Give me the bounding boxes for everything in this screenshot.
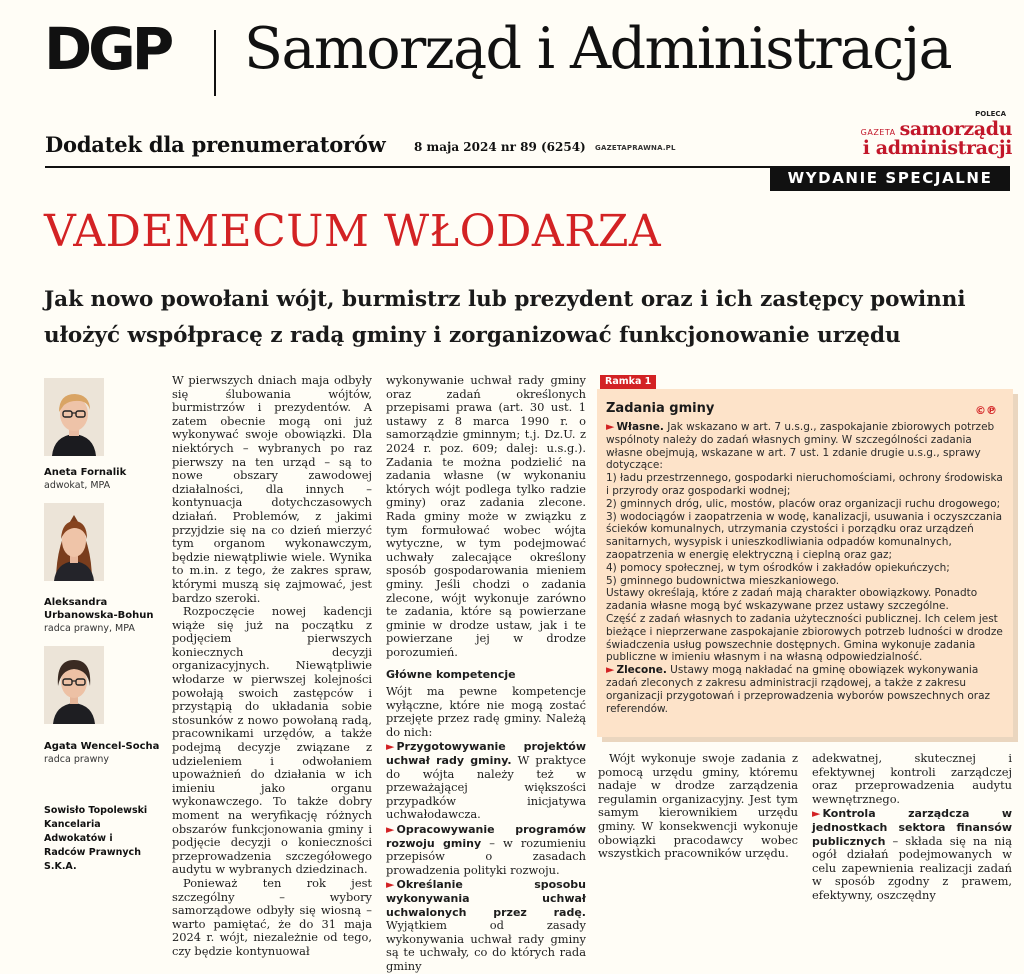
article-column-2 [386,373,586,973]
paragraph: Wójt ma pewne kompetencje wyłączne, które nie mogą zostać przejęte przez radę gminy. Należą do nich: [386,684,586,739]
website-link[interactable]: GAZETAPRAWNA.PL [595,144,676,152]
author-name-3: Agata Wencel-Socha [44,741,160,752]
box-title: Zadania gminy [606,401,715,416]
portrait-icon [44,378,104,456]
list-item-title: Opracowywanie programów rozwoju gminy [386,823,586,850]
list-item-text: W praktyce do wójta należy też w przeważającej większości przypadków inicjatywa uchwałodawcza. [386,753,586,822]
partner-line-1: samorządu [899,118,1012,140]
box-paragraph: Ustawy określają, które z zadań mają charakter obowiązkowy. Ponadto zadania własne mogą być wskazywane przez ustawy szczególne. [606,587,978,613]
arrow-bullet-icon: ► [386,823,395,836]
box-paragraph: Część z zadań własnych to zadania użyteczności publicznej. Ich celem jest bieżące i nieprzerwane zaspokajanie zbiorowych potrzeb ludności w drodze świadczenia usług powszechnie dostępnych. Gmina wykonuje zadania publiczne w imieniu własnym i na własną odpowiedzialność. [606,612,1003,664]
list-item [386,878,586,973]
box-list-item: 3) wodociągów i zaopatrzenia w wodę, kanalizacji, usuwania i oczyszczania ścieków komunalnych, utrzymania czystości i porządku oraz urządzeń sanitarnych, wysypisk i unieszkodliwiania odpadów komunalnych, zaopatrzenia w energię elektryczną i cieplną oraz gaz; [606,510,1003,561]
paragraph: Rozpoczęcie nowej kadencji wiąże się już na początku z podjęciem pierwszych koniecznych decyzji organizacyjnych. Niewątpliwie włodarze w pierwszej kolejności powołają swoich zastępców i przystąpią do układania sobie stosunków z nowo powołaną radą, pracownikami urzędów, a także podejmą decyzje związane z udzieleniem i odwołaniem upoważnień do działania w ich imieniu jako organu wykonawczego. To także dobry moment na weryfikację różnych obszarów funkcjonowania gminy i podjęcie decyzji o konieczności przeprowadzenia szczegółowego audytu w wybranych dziedzinach. [172,604,372,877]
list-item-title: Przygotowywanie projektów uchwał rady gminy. [386,740,586,768]
paragraph: adekwatnej, skutecznej i efektywnej kontroli zarządczej oraz przeprowadzenia audytu wewnętrznego. [812,751,1012,806]
author-photo-1 [44,378,104,456]
paragraph: Ponieważ ten rok jest szczególny – wybory samorządowe odbyły się wiosną – warto pamiętać, że do 31 maja 2024 r. wójt, niezależnie od tego, czy będzie kontynuował [172,875,372,958]
article-deck: Jak nowo powołani wójt, burmistrz lub prezydent oraz i ich zastępcy powinni ułożyć współpracę z radą gminy i zorganizować funkcjonowanie urzędu [44,287,966,348]
list-item-text: Wyjątkiem od zasady wykonywania uchwał rady gminy są te uchwały, co do których rada gminy [386,918,586,973]
box-list-item: 4) pomocy społecznej, w tym ośrodków i zakładów opiekuńczych; [606,561,950,574]
list-item-title: Określanie sposobu wykonywania uchwał uchwalonych przez radę. [386,878,586,919]
author-name-1: Aneta Fornalik [44,467,127,478]
list-item [386,823,586,877]
partner-line-2: i administracji [862,137,1012,159]
box-paragraph [606,664,1004,715]
portrait-icon [44,503,104,581]
article-column-1 [172,373,372,958]
box-tag: Ramka 1 [600,375,656,389]
subheading: Główne kompetencje [386,668,516,682]
paragraph: W pierwszych dniach maja odbyły się ślubowania wójtów, burmistrzów i prezydentów. A zatem obecnie mogą oni już wykonywać swoje obowiązki. Dla niektórych – wybranych po raz pierwszy na ten urząd – są to nowe obszary zawodowej działalności, dla innych – kontynuacja dotychczasowych działań. Problemów, z jakimi przyjdzie się na co dzień mierzyć tym organom wykonawczym, będzie niewątpliwie wiele. Wynika to m.in. z tego, że zakres spraw, którymi muszą się zajmować, jest bardzo szeroki. [172,373,372,605]
paragraph: Wójt wykonuje swoje zadania z pomocą urzędu gminy, któremu nadaje w drodze zarządzenia regulamin organizacyjny. Jest tym samym kierownikiem urzędu gminy. W konsekwencji wykonuje obowiązki pracodawcy wobec wszystkich pracowników urzędu. [598,751,798,861]
article-column-4 [812,751,1012,902]
box-text: Ustawy mogą nakładać na gminę obowiązek wykonywania zadań zleconych z zakresu administracji rządowej, a także z zakresu organizacji przygotowań i przeprowadzenia wyborów powszechnych oraz referendów. [606,664,991,715]
list-item [386,740,586,822]
dgp-logo: DGP [44,15,171,83]
arrow-bullet-icon: ► [606,663,615,677]
author-role-3: radca prawny [44,754,109,765]
box-label-commissioned: Zlecone. [616,664,667,677]
box-list-item: 5) gminnego budownictwa mieszkaniowego. [606,574,840,587]
author-photo-2 [44,503,104,581]
section-title: Samorząd i Administracja [244,16,952,82]
supplement-label: Dodatek dla prenumeratorów [45,132,386,157]
partner-gazeta-label: GAZETA [860,128,896,137]
issue-date: 8 maja 2024 nr 89 (6254) [414,140,586,154]
arrow-bullet-icon: ► [386,878,395,892]
sidebar-box [597,389,1013,737]
arrow-bullet-icon: ► [386,740,395,754]
arrow-bullet-icon: ► [812,807,821,821]
article-headline: VADEMECUM WŁODARZA [44,206,662,257]
masthead-divider [214,30,216,96]
list-item-title: Kontrola zarządcza w jednostkach sektora finansów publicznych [812,807,1012,848]
recommends-label: POLECA [975,110,1006,118]
box-list-item: 2) gminnych dróg, ulic, mostów, placów oraz organizacji ruchu drogowego; [606,497,1001,510]
masthead-rule [45,166,770,168]
author-photo-3 [44,646,104,724]
box-label-own: Własne. [616,421,664,433]
article-column-3 [598,752,798,860]
box-list-item: 1) ładu przestrzennego, gospodarki nieruchomościami, ochrony środowiska i przyrody oraz gospodarki wodnej; [606,472,1003,497]
copyright-icon: ©℗ [975,404,997,417]
partner-logo [861,120,1012,158]
list-item [812,807,1012,902]
special-edition-badge: WYDANIE SPECJALNE [770,166,1010,191]
arrow-bullet-icon: ► [606,420,615,433]
law-firm: Sowisło Topolewski Kancelaria Adwokatów i Radców Prawnych S.K.A. [44,805,148,872]
list-item-text: – w rozumieniu przepisów o zasadach prowadzenia polityki rozwoju. [386,835,586,877]
paragraph: wykonywanie uchwał rady gminy oraz zadań określonych przepisami prawa (art. 30 ust. 1 ustawy z 8 marca 1990 r. o samorządzie gminnym; t.j. Dz.U. z 2024 r. poz. 609; dalej: u.s.g.). Zadania te można podzielić na zadania własne (w wykonaniu których wójt podlega tylko radzie gminy) oraz zadania zlecone. Rada gminy może w związku z tym formułować wobec wójta wytyczne, w tym podejmować uchwały zalecające określony sposób gospodarowania mieniem gminy. Jeśli chodzi o zadania zlecone, wójt wykonuje zarówno te zadania, które są powierzane gminie w drodze ustaw, jak i te powierzane jej w drodze porozumień. [386,373,586,659]
box-paragraph [606,421,1004,472]
list-item-text: – składa się na nią ogół działań podejmowanych w celu zapewnienia realizacji zadań w sposób zgodny z prawem, efektywny, oszczędny [812,833,1012,902]
author-role-1: adwokat, MPA [44,480,111,491]
box-text: Jak wskazano w art. 7 u.s.g., zaspokajanie zbiorowych potrzeb wspólnoty należy do zadań własnych gminy. W szczególności zadania własne obejmują, wskazane w art. 7 ust. 1 zdanie drugie u.s.g., sprawy dotyczące: [606,421,995,472]
box-body [606,421,1004,715]
author-role-2: radca prawny, MPA [44,623,135,634]
author-name-2: Aleksandra Urbanowska-Bohun [44,597,154,621]
portrait-icon [44,646,104,724]
